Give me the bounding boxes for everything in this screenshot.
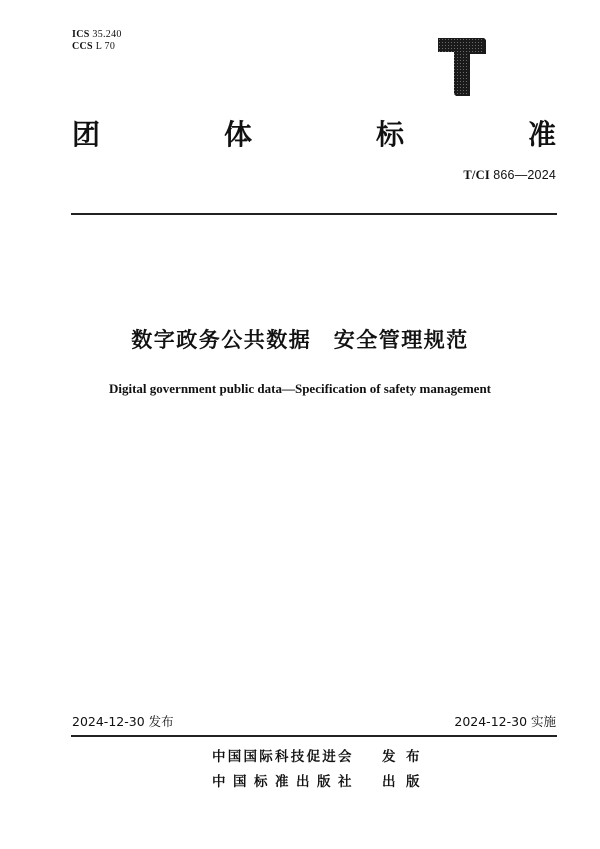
standard-number-value: 866—2024 xyxy=(493,168,556,182)
document-type-char: 团 xyxy=(72,118,101,151)
publisher-action: 发布 xyxy=(382,749,420,765)
footer-divider xyxy=(71,735,557,737)
document-type-char: 标 xyxy=(375,118,404,151)
title-chinese: 数字政务公共数据 安全管理规范 xyxy=(131,328,469,352)
ccs-label: CCS xyxy=(72,41,93,52)
press-org: 中国标准出版社 xyxy=(212,774,352,790)
ccs-code: L 70 xyxy=(95,41,116,52)
publisher-org: 中国国际科技促进会 xyxy=(212,749,352,765)
classification-codes xyxy=(72,29,122,53)
issue-date: 2024-12-30 发布 xyxy=(72,714,174,729)
press-action: 出版 xyxy=(382,774,420,790)
document-type-char: 准 xyxy=(527,118,556,151)
header-divider xyxy=(71,213,557,215)
ccs-line xyxy=(72,41,122,53)
ics-label: ICS xyxy=(72,29,90,40)
standard-logo-t-icon xyxy=(436,36,488,96)
document-type-char: 体 xyxy=(223,118,252,151)
ics-line xyxy=(72,29,122,41)
standard-number-prefix: T/CI xyxy=(463,168,490,182)
implementation-date: 2024-12-30 实施 xyxy=(454,714,556,729)
document-type-heading xyxy=(72,118,556,152)
standard-number xyxy=(463,168,556,183)
title-english: Digital government public data—Specification of safety management xyxy=(108,381,492,396)
ics-code: 35.240 xyxy=(92,29,122,40)
